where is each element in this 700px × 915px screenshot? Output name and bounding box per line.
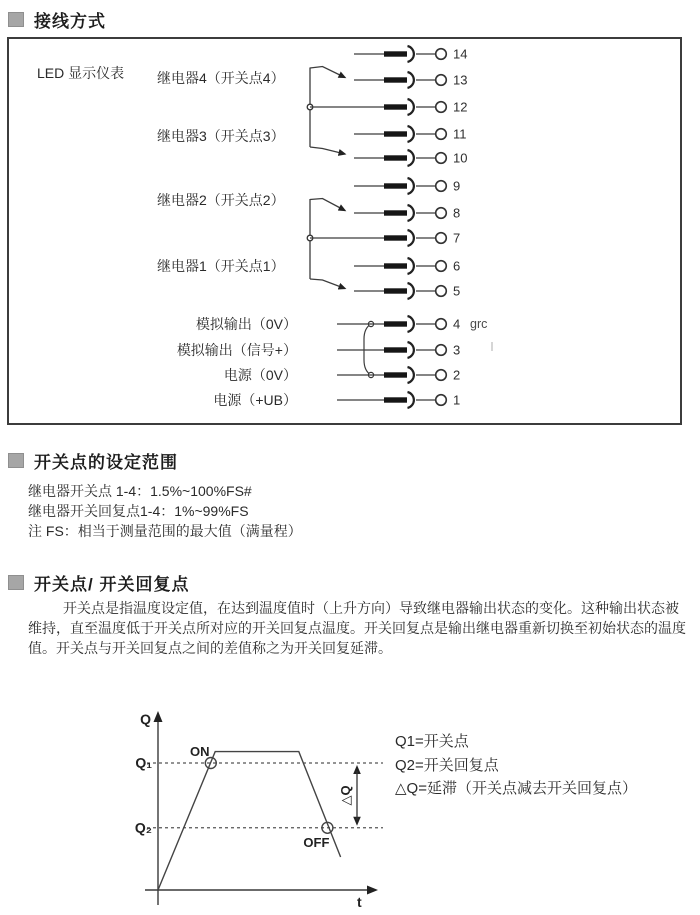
relay4-label: 继电器4（开关点4） [157, 70, 285, 86]
section-title-range: 开关点的设定范围 [34, 453, 178, 472]
section-header-wiring [8, 7, 106, 32]
terminal-circle-icon [436, 49, 447, 60]
plug-arc-icon [408, 283, 414, 299]
y-axis-label: Q [140, 711, 151, 727]
terminal-circle-icon [436, 75, 447, 86]
connector-bar-icon [384, 235, 407, 240]
terminal-circle-icon [436, 370, 447, 381]
terminal-number-12: 12 [453, 99, 468, 115]
hysteresis-chart [110, 705, 400, 913]
reference-label-Q₁: Q₁ [135, 754, 152, 771]
terminal-number-13: 13 [453, 72, 468, 88]
range-line-3: 注 FS：相当于测量范围的最大值（满量程） [28, 523, 302, 539]
relay3-switch-arm [310, 147, 345, 154]
marker-label-on: ON [190, 744, 210, 759]
section-title-switchpoint: 开关点/ 开关回复点 [34, 575, 190, 594]
relay-contact-group-4-3 [307, 67, 345, 155]
terminal-row-14 [354, 46, 467, 62]
terminal-number-14: 14 [453, 46, 468, 62]
terminal-row-12 [310, 99, 467, 115]
legend-q1: Q1=开关点 [395, 733, 469, 750]
terminal-row-11 [354, 126, 467, 142]
connector-bar-icon [384, 397, 407, 402]
wiring-diagram [9, 39, 680, 423]
section-header-switchpoint [8, 570, 189, 595]
section-bullet-icon [8, 575, 24, 590]
relay1-label: 继电器1（开关点1） [157, 258, 285, 274]
plug-arc-icon [408, 258, 414, 274]
terminal-number-1: 1 [453, 392, 461, 408]
terminal-circle-icon [436, 233, 447, 244]
power-0v-label: 电源（0V） [223, 367, 297, 383]
range-line-2: 继电器开关回复点1-4：1%~99%FS [28, 503, 249, 519]
paragraph-line-2: 维持，直至温度低于开关点所对应的开关回复点温度。开关回复点是输出继电器重新切换至初始状态的温度 [28, 620, 686, 636]
terminal-row-8 [354, 205, 460, 221]
connector-bar-icon [384, 155, 407, 160]
plug-arc-icon [408, 205, 414, 221]
terminal-row-10 [354, 150, 467, 166]
terminal-row-2 [337, 367, 460, 383]
switchpoint-paragraph [28, 598, 686, 658]
relay2-label: 继电器2（开关点2） [157, 192, 285, 208]
plug-arc-icon [408, 72, 414, 88]
side-note-text: grc [470, 317, 488, 331]
terminal-row-13 [354, 72, 467, 88]
plug-arc-icon [408, 342, 414, 358]
terminal-circle-icon [436, 286, 447, 297]
terminal-circle-icon [436, 129, 447, 140]
terminal-circle-icon [436, 181, 447, 192]
plug-arc-icon [408, 316, 414, 332]
terminal-circle-icon [436, 208, 447, 219]
plug-arc-icon [408, 99, 414, 115]
connector-bar-icon [384, 183, 407, 188]
terminal-number-3: 3 [453, 342, 461, 358]
relay2-switch-arm [310, 199, 345, 211]
connector-bar-icon [384, 51, 407, 56]
relay-contact-group-2-1 [307, 199, 345, 289]
hysteresis-chart-svg [110, 705, 400, 913]
terminal-number-5: 5 [453, 283, 461, 299]
terminal-number-4: 4 [453, 316, 461, 332]
terminal-circle-icon [436, 319, 447, 330]
paragraph-line-3: 值。开关点与开关回复点之间的差值称之为开关回复延滞。 [28, 640, 392, 656]
terminal-number-8: 8 [453, 205, 461, 221]
x-axis-label: t [357, 894, 362, 910]
terminal-row-9 [354, 178, 460, 194]
connector-bar-icon [384, 77, 407, 82]
wiring-diagram-box [7, 37, 682, 425]
relay3-label: 继电器3（开关点3） [157, 128, 285, 144]
connector-bar-icon [384, 131, 407, 136]
terminal-circle-icon [436, 102, 447, 113]
connector-bar-icon [384, 321, 407, 326]
reference-label-Q₂: Q₂ [134, 819, 152, 836]
power-ub-label: 电源（+UB） [213, 392, 297, 408]
paragraph-line-1: 开关点是指温度设定值，在达到温度值时（上升方向）导致继电器输出状态的变化。这种输出状态被 [63, 600, 679, 616]
terminal-row-3 [337, 342, 460, 358]
legend-q2: Q2=开关回复点 [395, 756, 499, 774]
connector-bar-icon [384, 263, 407, 268]
connector-bar-icon [384, 288, 407, 293]
temperature-curve [158, 752, 341, 890]
terminal-circle-icon [436, 261, 447, 272]
terminal-number-11: 11 [453, 126, 467, 142]
section-title-wiring: 接线方式 [34, 12, 106, 31]
connector-bar-icon [384, 210, 407, 215]
relay4-switch-arm [310, 67, 345, 78]
legend-delta-q: △Q=延滞（开关点减去开关回复点） [395, 780, 637, 797]
plug-arc-icon [408, 230, 414, 246]
device-label: LED 显示仪表 [37, 65, 125, 81]
terminal-row-7 [310, 230, 460, 246]
section-bullet-icon [8, 453, 24, 468]
section-header-range [8, 448, 178, 473]
marker-label-off: OFF [303, 834, 330, 850]
x-axis-arrow-icon [367, 886, 378, 895]
y-axis-arrow-icon [154, 711, 163, 722]
chart-legend [395, 730, 637, 801]
terminal-number-7: 7 [453, 230, 461, 246]
plug-arc-icon [408, 46, 414, 62]
terminal-row-1 [337, 392, 460, 408]
range-line-1: 继电器开关点 1-4：1.5%~100%FS# [28, 483, 252, 499]
analog-out-0v-label: 模拟输出（0V） [195, 316, 297, 332]
terminal-number-9: 9 [453, 178, 461, 194]
terminal-circle-icon [436, 345, 447, 356]
terminal-row-4 [337, 316, 460, 332]
terminal-number-6: 6 [453, 258, 461, 274]
plug-arc-icon [408, 150, 414, 166]
range-text-block [28, 481, 302, 541]
delta-q-label: △Q [338, 785, 353, 806]
terminal-circle-icon [436, 395, 447, 406]
connector-bar-icon [384, 104, 407, 109]
connector-bar-icon [384, 372, 407, 377]
terminal-row-6 [354, 258, 460, 274]
terminal-number-2: 2 [453, 367, 461, 383]
section-bullet-icon [8, 12, 24, 27]
analog-out-sig-label: 模拟输出（信号+） [176, 342, 297, 358]
plug-arc-icon [408, 367, 414, 383]
terminal-number-10: 10 [453, 150, 468, 166]
terminal-row-5 [354, 283, 460, 299]
plug-arc-icon [408, 126, 414, 142]
relay1-switch-arm [310, 279, 345, 289]
plug-arc-icon [408, 178, 414, 194]
connector-bar-icon [384, 347, 407, 352]
terminal-circle-icon [436, 153, 447, 164]
plug-arc-icon [408, 392, 414, 408]
